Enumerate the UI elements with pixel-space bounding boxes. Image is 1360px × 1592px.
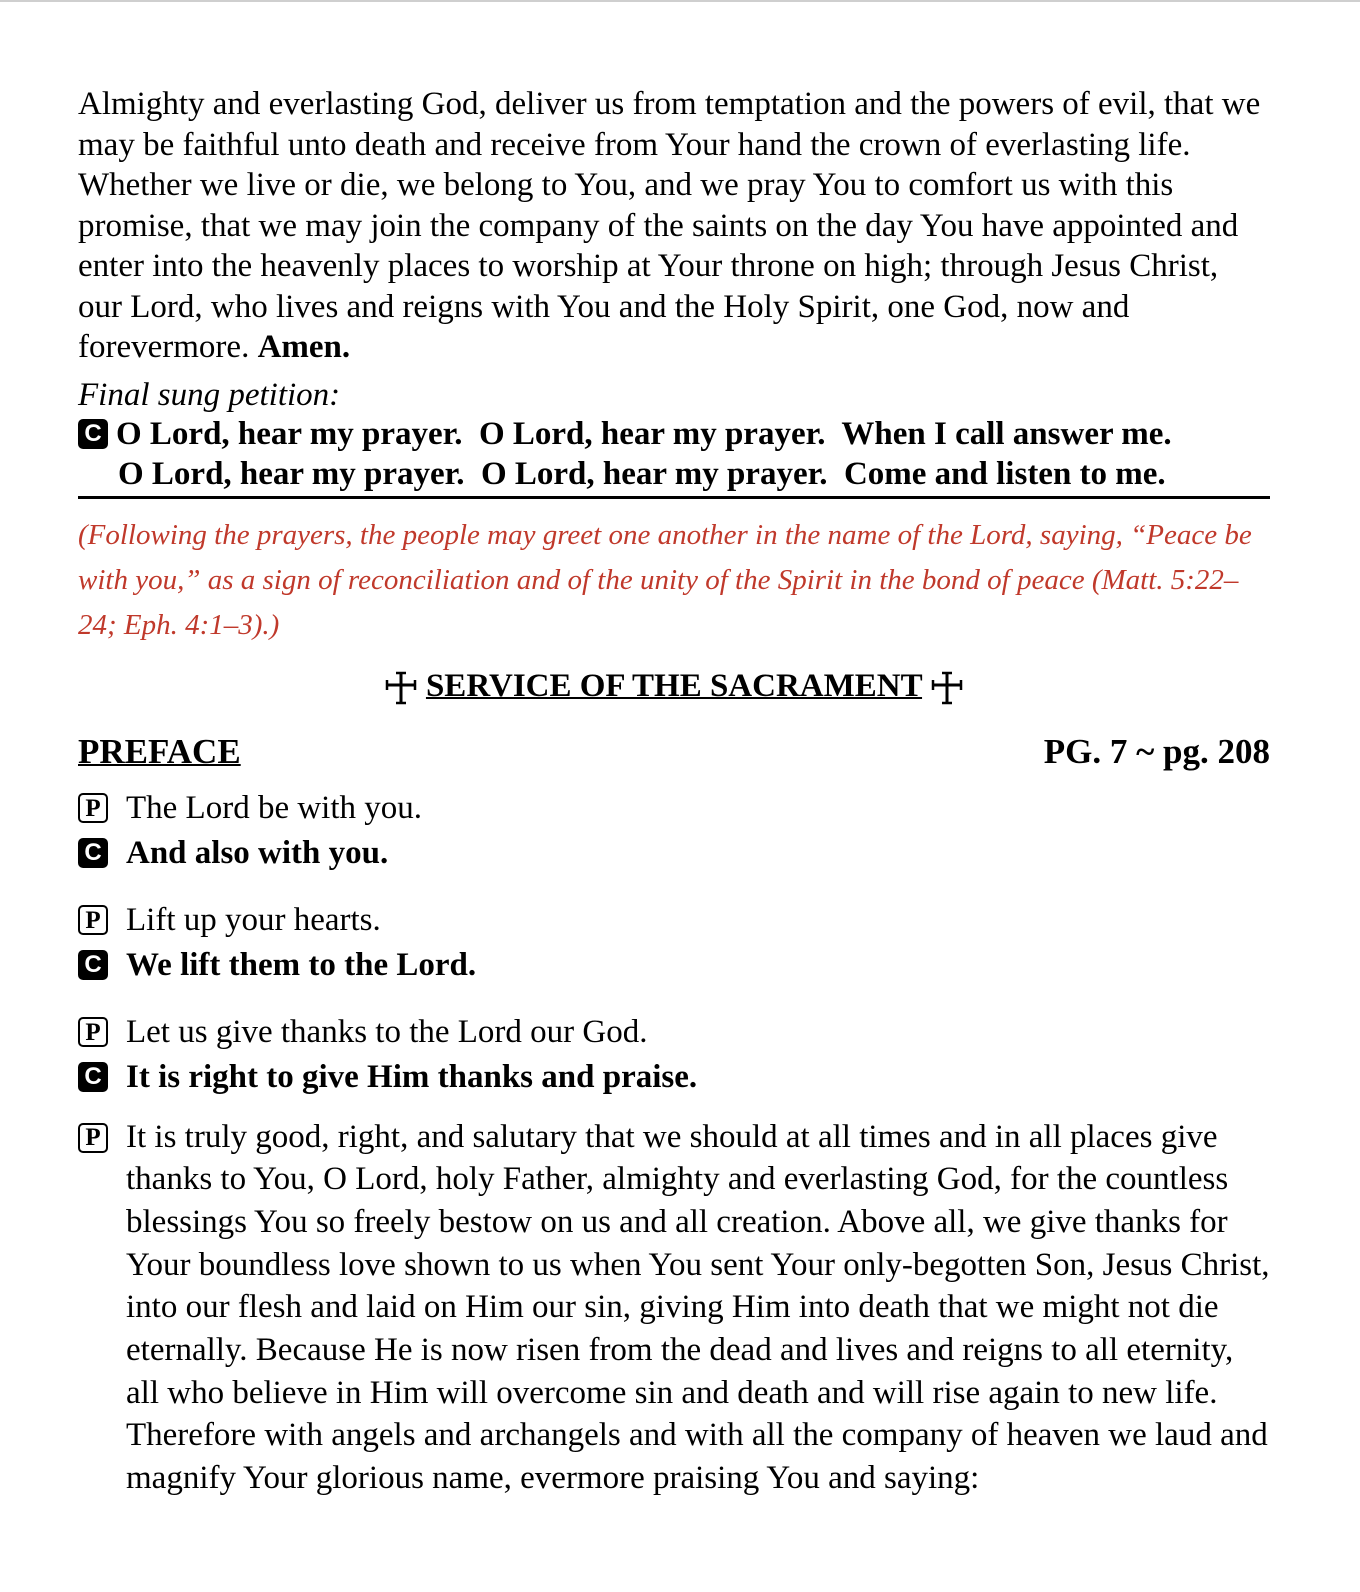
pastor-badge-icon: P: [78, 793, 108, 823]
sung-line-2-text: O Lord, hear my prayer. O Lord, hear my prayer. Come and listen to me.: [118, 455, 1166, 492]
cross-left-icon: [384, 671, 418, 705]
congregation-text: It is right to give Him thanks and praise.: [126, 1058, 698, 1095]
congregation-badge-icon: C: [78, 838, 108, 868]
sung-line-1-text: O Lord, hear my prayer. O Lord, hear my prayer. When I call answer me.: [116, 415, 1172, 452]
pastor-badge-icon: P: [78, 1123, 108, 1153]
preface-header: [78, 732, 1270, 772]
exchange: [78, 1010, 1270, 1100]
pastor-text: Lift up your hearts.: [126, 901, 381, 938]
exchange: [78, 898, 1270, 988]
congregation-line: [78, 1055, 1270, 1100]
proper-preface-text: It is truly good, right, and salutary that we should at all times and in all places give thanks to You, O Lord, holy Father, almighty and everlasting God, for the countless blessings You so freely bestow on us and all creation. Above all, we give thanks for Your boundless love shown to us when You sent Your only-begotten Son, Jesus Christ, into our flesh and laid on Him our sin, giving Him into death that we might not die eternally. Because He is now risen from the dead and lives and reigns to all eternity, all who believe in Him will overcome sin and death and will rise again to new life. Therefore with angels and archangels and with all the company of heaven we laud and magnify Your glorious name, evermore praising You and saying:: [126, 1118, 1270, 1497]
pastor-line: [78, 1010, 1270, 1055]
pastor-line: [78, 898, 1270, 943]
page-reference: PG. 7 ~ pg. 208: [1043, 731, 1270, 771]
congregation-badge-icon: C: [78, 419, 108, 449]
top-border: [0, 0, 1360, 2]
prayer-amen: Amen.: [257, 329, 351, 365]
sung-petition: [78, 414, 1270, 499]
sung-line-2: [78, 454, 1270, 494]
cross-right-icon: [930, 671, 964, 705]
preface-heading: PREFACE: [78, 731, 241, 771]
rubric-peace: (Following the prayers, the people may greet one another in the name of the Lord, saying, “Peace be with you,” as a sign of reconciliation and of the unity of the Spirit in the bond of peace (Matt. 5:22–24; Eph. 4:1–3).): [78, 518, 1252, 641]
exchange: [78, 786, 1270, 876]
bulletin-page: [78, 84, 1270, 1500]
preface-dialog: [78, 786, 1270, 1500]
pastor-badge-icon: P: [78, 905, 108, 935]
sung-petition-label: Final sung petition:: [78, 376, 341, 413]
pastor-line: [78, 786, 1270, 831]
section-title-text: SERVICE OF THE SACRAMENT: [425, 667, 923, 704]
congregation-line: [78, 943, 1270, 988]
congregation-badge-icon: C: [78, 1062, 108, 1092]
congregation-text: We lift them to the Lord.: [126, 946, 477, 983]
pastor-text: The Lord be with you.: [126, 789, 423, 826]
pastor-text: Let us give thanks to the Lord our God.: [126, 1013, 648, 1050]
congregation-badge-icon: C: [78, 950, 108, 980]
pastor-badge-icon: P: [78, 1017, 108, 1047]
congregation-line: [78, 831, 1270, 876]
congregation-text: And also with you.: [126, 834, 389, 871]
closing-prayer: [78, 84, 1270, 368]
section-title: [78, 666, 1270, 706]
prayer-text: Almighty and everlasting God, deliver us from temptation and the powers of evil, that we may be faithful unto death and receive from Your hand the crown of everlasting life. Whether we live or die, we belong to You, and we pray You to comfort us with this promise, that we may join the company of the saints on the day You have appointed and enter into the heavenly places to worship at Your throne on high; through Jesus Christ, our Lord, who lives and reigns with You and the Holy Spirit, one God, now and forevermore.: [78, 86, 1261, 365]
proper-preface: [78, 1116, 1270, 1500]
sung-line-1: [78, 414, 1270, 454]
